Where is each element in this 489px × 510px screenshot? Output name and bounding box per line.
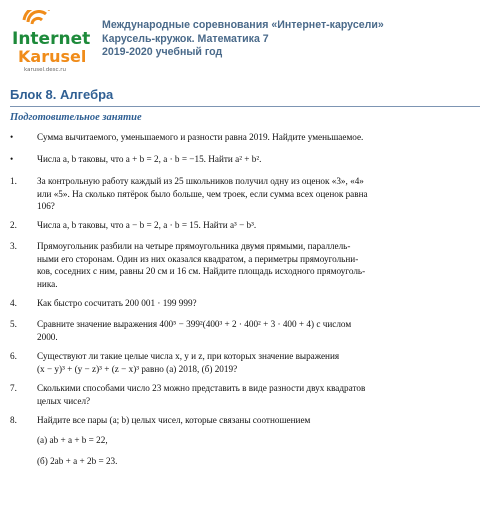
title-divider [10,106,480,107]
sub-item-b: (б) 2ab + a + 2b = 23. [37,456,118,466]
item-bullet: • [10,132,14,142]
item-line: или «5». На сколько пятёрок было больше, чем троек, если сумма всех оценок равна [37,188,368,199]
item-number: 5. [10,319,17,329]
item-line: целых чисел? [37,395,91,406]
item-line: 106? [37,201,55,211]
item-line: ника. [37,278,58,289]
item-bullet: • [10,154,14,164]
item-number: 8. [10,415,17,425]
internet-karusel-logo [10,10,96,72]
item-line: Найдите все пары (a; b) целых чисел, которые связаны соотношением [37,415,311,425]
item-line: 2000. [37,331,58,342]
item-line: Сколькими способами число 23 можно представить в виде разности двух квадратов [37,383,366,393]
item-number: 3. [10,241,17,251]
item-line: Сравните значение выражения 400⁵ − 399²(400³ + 2 · 400² + 3 · 400 + 4) с числом [37,319,352,329]
header-line-year: 2019-2020 учебный год [102,46,223,58]
svg-text:Internet: Internet [12,29,91,49]
header-line-course: Карусель-кружок. Математика 7 [102,32,269,45]
item-line: За контрольную работу каждый из 25 школьников получил одну из оценок «3», «4» [37,176,364,186]
page-header [10,8,480,78]
section-title: Подготовительное занятие [10,112,142,123]
sub-item-a: (а) ab + a + b = 22, [37,435,108,445]
item-line: Прямоугольник разбили на четыре прямоугольника двумя прямыми, параллель- [37,241,351,251]
item-number: 6. [10,351,17,361]
svg-text:karusel.desc.ru: karusel.desc.ru [24,67,66,72]
svg-text:Karusel: Karusel [18,47,87,66]
item-line: Как быстро сосчитать 200 001 · 199 999? [37,298,197,308]
item-line: ков, соседних с ним, равны 20 см и 16 см. Найдите площадь исходного прямоуголь- [37,266,366,276]
block-title: Блок 8. Алгебра [10,87,114,102]
item-line: ными его сторонам. Один из них оказался квадратом, а периметры прямоугольни- [37,253,359,264]
item-line: Существуют ли такие целые числа x, y и z, при которых значение выражения [37,351,340,361]
item-number: 4. [10,298,17,308]
header-text [102,19,384,60]
item-number: 1. [10,176,17,186]
item-number: 7. [10,383,17,393]
item-line: Числа a, b таковы, что a + b = 2, a · b = −15. Найти a² + b². [37,154,262,164]
item-number: 2. [10,220,17,230]
item-line: (x − y)³ + (y − z)³ + (z − x)³ равно (а) 2018, (б) 2019? [37,363,238,374]
item-line: Числа a, b таковы, что a − b = 2, a · b = 15. Найти a³ − b³. [37,220,257,230]
header-line-competition: Международные соревнования «Интернет-карусели» [102,19,384,31]
item-line: Сумма вычитаемого, уменьшаемого и разности равна 2019. Найдите уменьшаемое. [37,132,364,142]
